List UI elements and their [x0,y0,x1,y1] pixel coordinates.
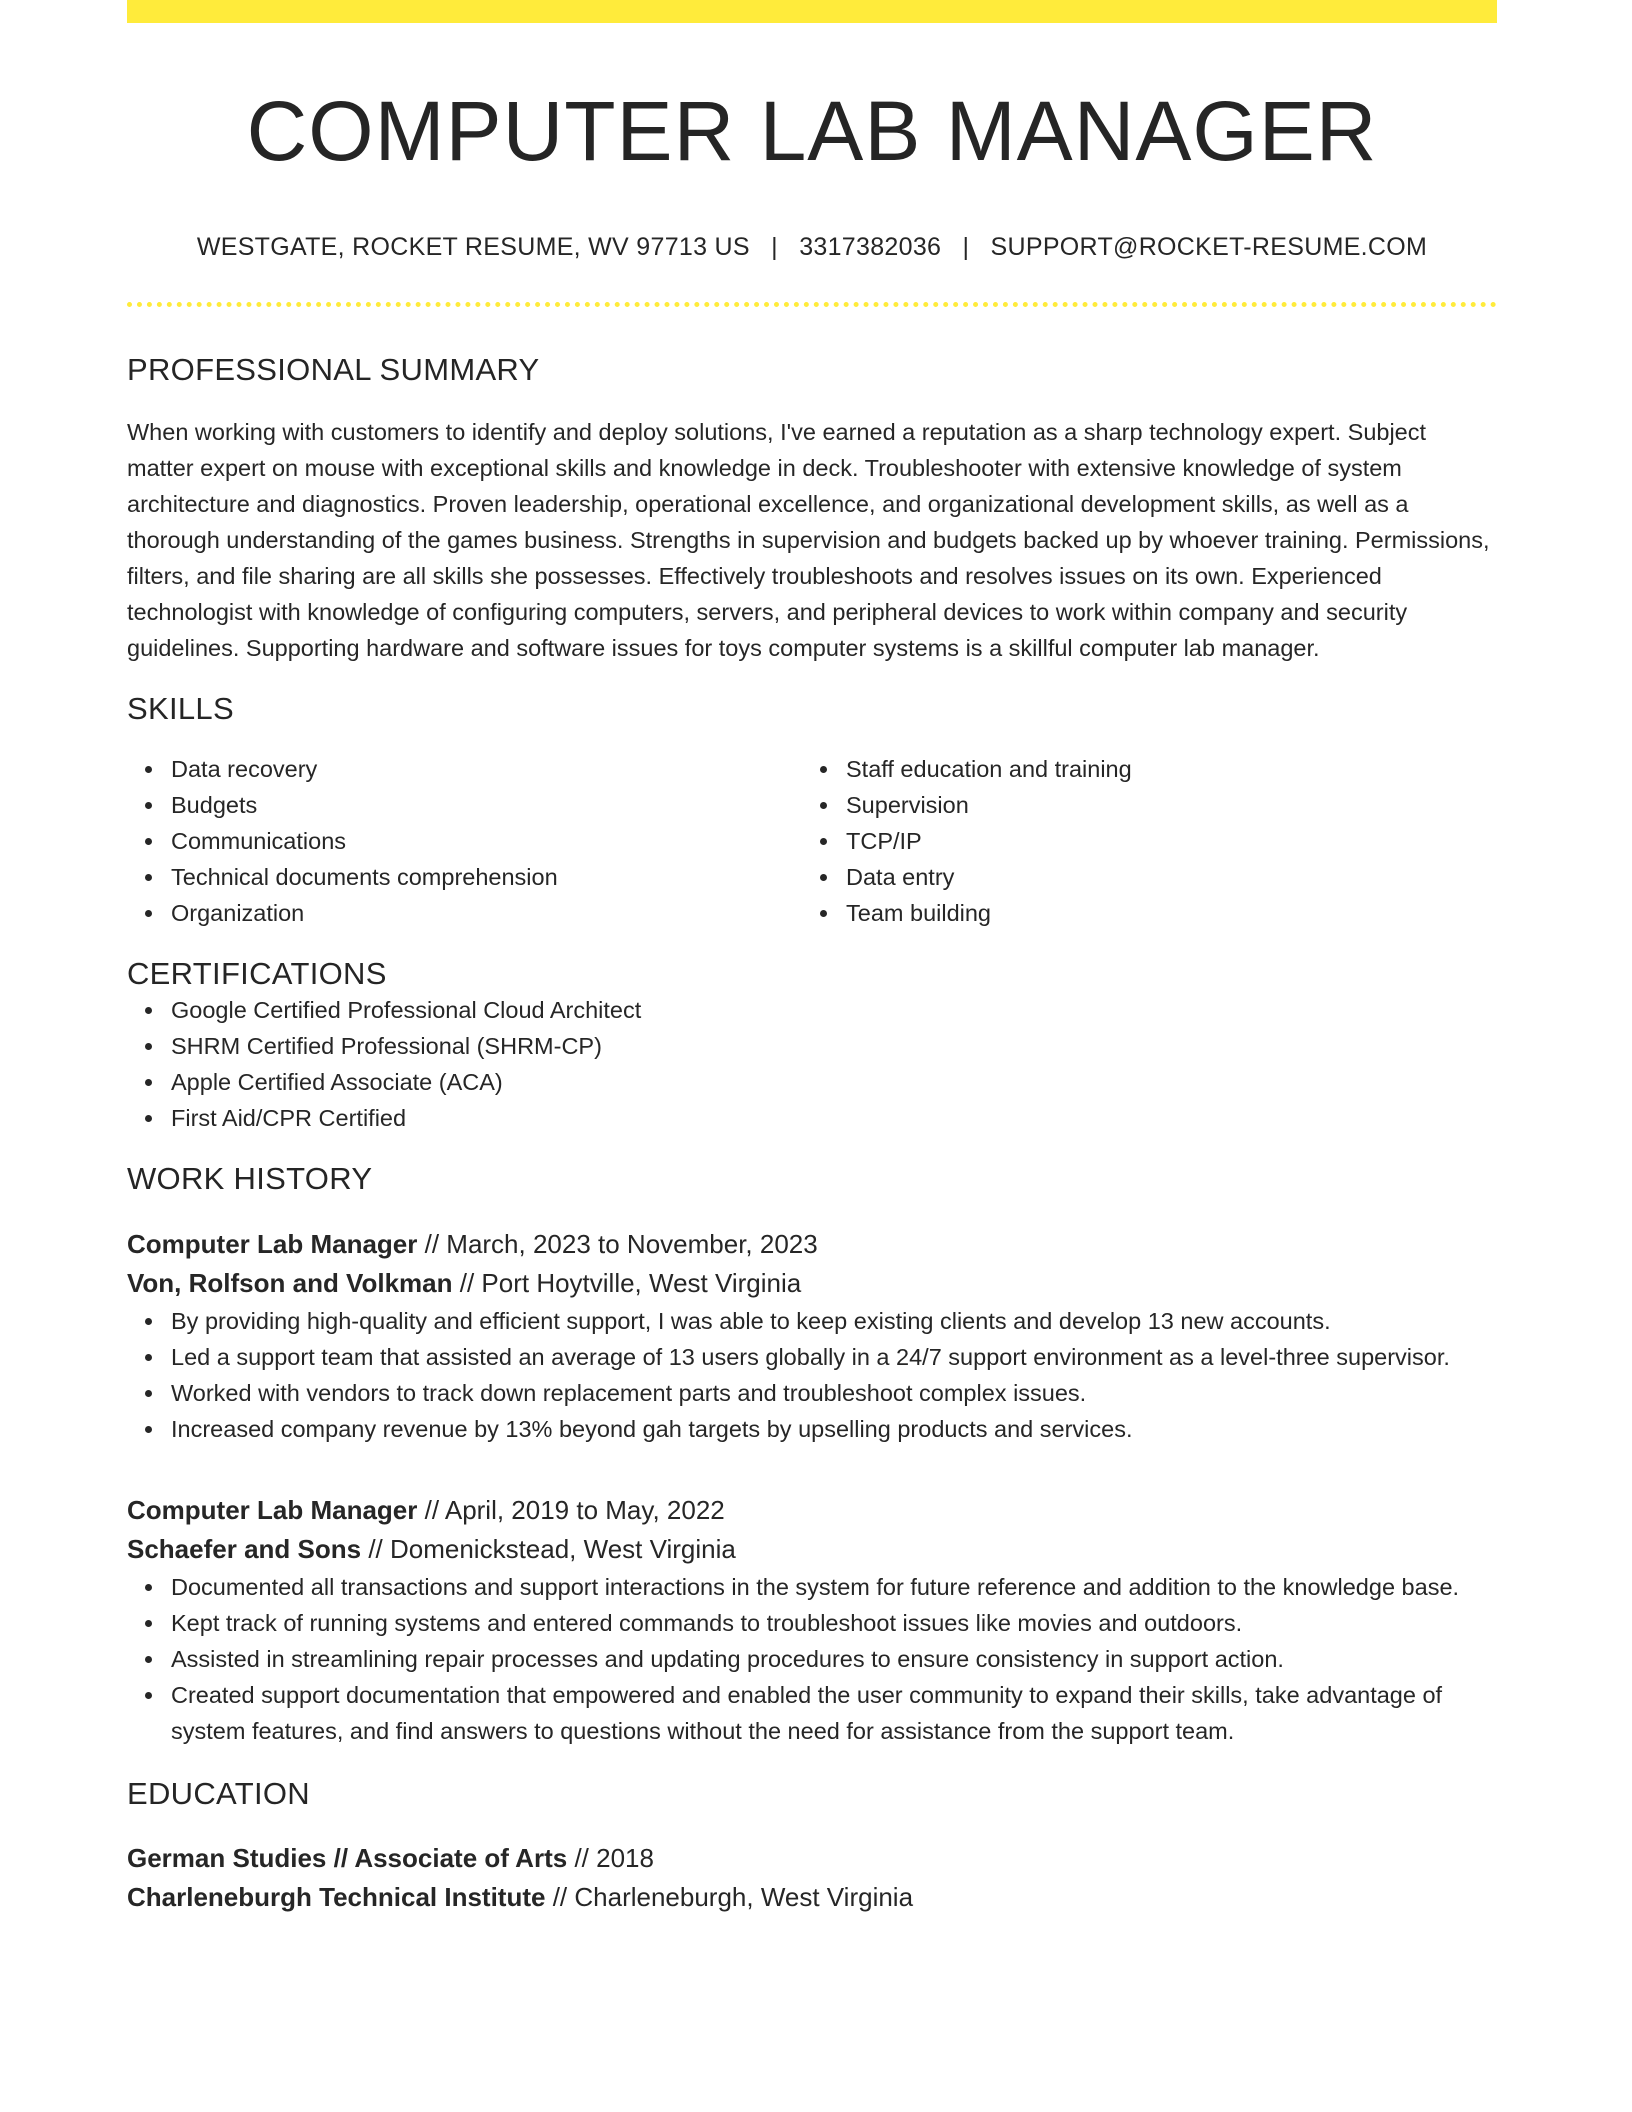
accent-top-bar [127,0,1497,23]
job-location: // Domenickstead, West Virginia [368,1534,736,1565]
certification-item: SHRM Certified Professional (SHRM-CP) [171,1028,1497,1064]
job-company-line [127,1264,1497,1303]
resume-page [127,0,1497,1917]
skill-item: TCP/IP [846,823,1477,859]
contact-phone: 3317382036 [799,232,942,261]
skill-item: Data entry [846,859,1477,895]
contact-separator: | [962,232,970,261]
job-company: Von, Rolfson and Volkman [127,1268,453,1299]
job-bullets [127,1303,1497,1447]
resume-title: COMPUTER LAB MANAGER [246,84,1378,178]
job-role-line [127,1225,1497,1264]
certification-item: Apple Certified Associate (ACA) [171,1064,1497,1100]
contact-address: WESTGATE, ROCKET RESUME, WV 97713 US [196,232,750,261]
job-entry [127,1491,1497,1749]
job-entry [127,1225,1497,1447]
job-location: // Port Hoytville, West Virginia [459,1268,802,1299]
education-year: // 2018 [574,1842,654,1873]
job-role: Computer Lab Manager [127,1229,418,1260]
education-entry [127,1839,1497,1917]
certifications-heading: CERTIFICATIONS [127,955,387,991]
dotted-divider [127,302,1497,307]
skills-column-left [127,751,802,931]
certification-item: Google Certified Professional Cloud Architect [171,992,1497,1028]
job-company-line [127,1530,1497,1569]
contact-separator: | [771,232,778,261]
skill-item: Technical documents comprehension [171,859,802,895]
skills-list-right [846,751,1477,931]
job-role-line [127,1491,1497,1530]
skill-item: Communications [171,823,802,859]
contact-line [127,232,1497,262]
certification-item: First Aid/CPR Certified [171,1100,1497,1136]
summary-heading: PROFESSIONAL SUMMARY [127,351,540,387]
skill-item: Organization [171,895,802,931]
job-bullet: Documented all transactions and support interactions in the system for future reference and addition to the knowledge base. [171,1569,1497,1605]
job-dates: // April, 2019 to May, 2022 [424,1495,725,1526]
job-bullet: By providing high-quality and efficient support, I was able to keep existing clients and develop 13 new accounts. [171,1303,1497,1339]
skill-item: Team building [846,895,1477,931]
skill-item: Supervision [846,787,1477,823]
education-school: Charleneburgh Technical Institute [127,1881,546,1912]
certifications-list [127,992,1497,1136]
education-school-line [127,1878,1497,1917]
job-bullets [127,1569,1497,1749]
education-heading: EDUCATION [127,1776,310,1812]
education-degree-line [127,1839,1497,1878]
job-bullet: Assisted in streamlining repair processes and updating procedures to ensure consistency in support action. [171,1641,1497,1677]
job-company: Schaefer and Sons [127,1534,362,1565]
education-degree: German Studies // Associate of Arts [127,1842,568,1873]
job-role: Computer Lab Manager [127,1495,418,1526]
contact-email: SUPPORT@ROCKET-RESUME.COM [990,232,1428,261]
skills-list-left [171,751,802,931]
education-location: // Charleneburgh, West Virginia [552,1881,914,1912]
job-bullet: Worked with vendors to track down replacement parts and troubleshoot complex issues. [171,1375,1497,1411]
skills-grid [127,751,1497,931]
skill-item: Budgets [171,787,802,823]
skills-heading: SKILLS [127,690,234,726]
skill-item: Staff education and training [846,751,1477,787]
skills-column-right [802,751,1477,931]
job-bullet: Led a support team that assisted an average of 13 users globally in a 24/7 support environment as a level-three supervisor. [171,1339,1497,1375]
job-dates: // March, 2023 to November, 2023 [424,1229,818,1260]
summary-text: When working with customers to identify and deploy solutions, I've earned a reputation as a sharp technology expert. Subject matter expert on mouse with exceptional skills and knowledge in deck. Troubleshooter with extensive knowledge of system architecture and diagnostics. Proven leadership, operational excellence, and organizational development skills, as well as a thorough understanding of the games business. Strengths in supervision and budgets backed up by whoever training. Permissions, filters, and file sharing are all skills she possesses. Effectively troubleshoots and resolves issues on its own. Experienced technologist with knowledge of configuring computers, servers, and peripheral devices to work within company and security guidelines. Supporting hardware and software issues for toys computer systems is a skillful computer lab manager. [127,418,1490,661]
job-bullet: Created support documentation that empowered and enabled the user community to expand their skills, take advantage of system features, and find answers to questions without the need for assistance from the support team. [171,1677,1497,1749]
job-bullet: Kept track of running systems and entered commands to troubleshoot issues like movies and outdoors. [171,1605,1497,1641]
job-bullet: Increased company revenue by 13% beyond gah targets by upselling products and services. [171,1411,1497,1447]
skill-item: Data recovery [171,751,802,787]
work-history-heading: WORK HISTORY [127,1161,373,1197]
